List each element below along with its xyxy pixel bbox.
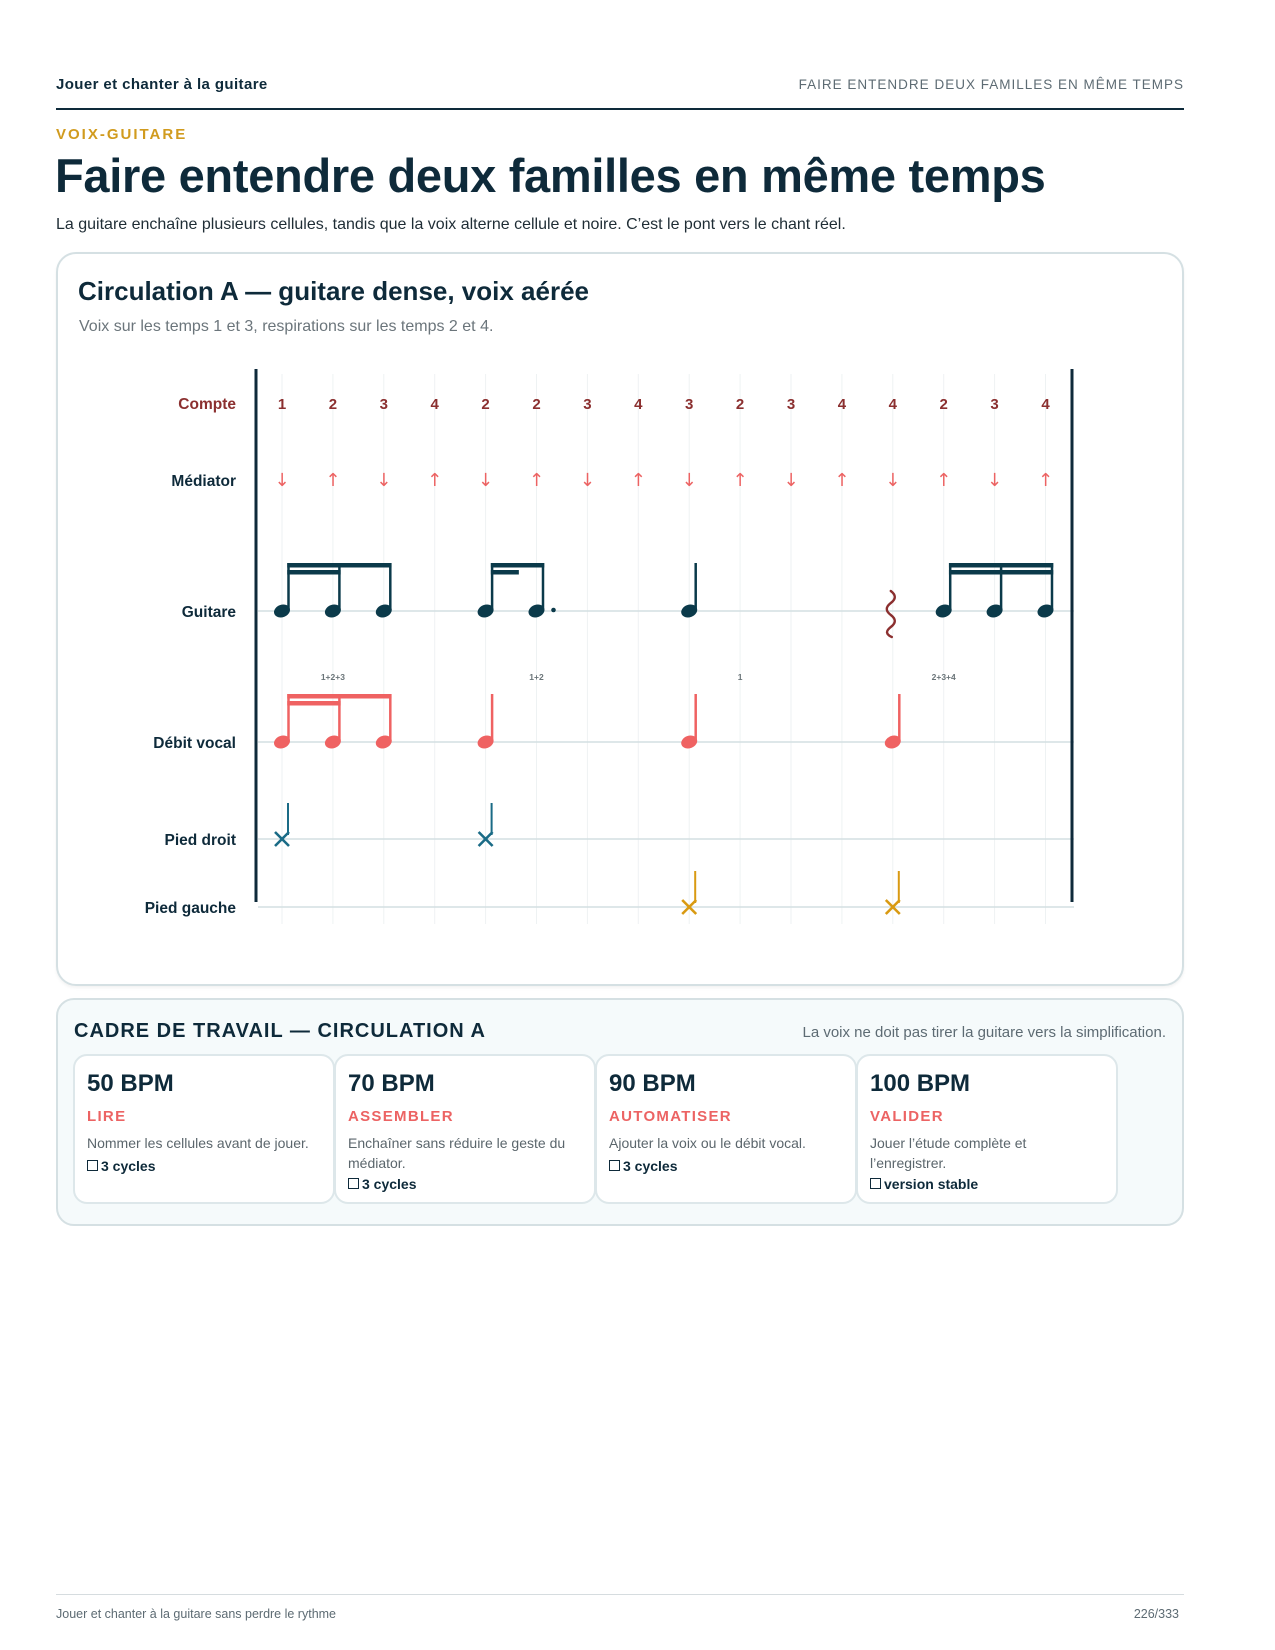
- step-bpm: 50 BPM: [87, 1070, 174, 1097]
- upstroke-arrow-icon: ↑: [325, 470, 341, 491]
- count-label: 2: [532, 396, 541, 413]
- count-label: 3: [990, 396, 999, 413]
- quarter-rest-icon: [887, 591, 895, 637]
- upstroke-arrow-icon: ↑: [630, 470, 646, 491]
- voice-group-label: 1+2+3: [320, 672, 345, 682]
- work-frame-note: La voix ne doit pas tirer la guitare vers la simplification.: [802, 1024, 1166, 1041]
- count-label: 3: [685, 396, 694, 413]
- downstroke-arrow-icon: ↓: [579, 470, 595, 491]
- footer-book-title: Jouer et chanter à la guitare sans perdre le rythme: [56, 1607, 337, 1621]
- count-label: 3: [583, 396, 592, 413]
- step-label: LIRE: [87, 1108, 127, 1125]
- downstroke-arrow-icon: ↓: [681, 470, 697, 491]
- note-beam: [949, 570, 1053, 575]
- count-label: 2: [939, 396, 948, 413]
- step-bpm: 100 BPM: [870, 1070, 971, 1097]
- upstroke-arrow-icon: ↑: [732, 470, 748, 491]
- note-beam: [287, 563, 391, 568]
- augmentation-dot: [551, 608, 556, 613]
- step-checkbox[interactable]: [609, 1158, 678, 1174]
- count-label: 4: [837, 396, 847, 413]
- step-bpm: 90 BPM: [609, 1070, 696, 1097]
- count-label: 2: [735, 396, 745, 413]
- checkbox-icon[interactable]: [609, 1160, 620, 1171]
- voice-group-label: 1+2: [529, 672, 544, 682]
- voice-group-label: 1: [737, 672, 743, 682]
- count-label: 2: [481, 396, 490, 413]
- row-labels: [145, 396, 237, 917]
- rhythm-score: [58, 254, 1182, 984]
- step-checkbox[interactable]: [348, 1176, 417, 1192]
- checkbox-icon[interactable]: [348, 1178, 359, 1189]
- tempo-step-100: [856, 1054, 1118, 1204]
- upstroke-arrow-icon: ↑: [1037, 470, 1054, 491]
- circulation-card: [56, 252, 1184, 986]
- step-checkbox[interactable]: [870, 1176, 978, 1192]
- step-description: Jouer l’étude complète et l’enregistrer.: [870, 1135, 1027, 1171]
- footer-rule: [56, 1594, 1184, 1595]
- lede-paragraph: La guitare enchaîne plusieurs cellules, tandis que la voix alterne cellule et noire. C’est le pont vers le chant réel.: [56, 216, 846, 233]
- count-label: 3: [786, 396, 796, 413]
- row-label-pied-droit: Pied droit: [164, 832, 236, 849]
- running-header: [56, 60, 1184, 110]
- row-label-compte: Compte: [178, 396, 236, 413]
- score-marks: [272, 396, 1055, 914]
- book-title: Jouer et chanter à la guitare: [56, 76, 268, 93]
- downstroke-arrow-icon: ↓: [478, 470, 494, 491]
- checkbox-icon[interactable]: [87, 1160, 98, 1171]
- score-grid: [256, 369, 1074, 924]
- count-label: 4: [888, 396, 897, 413]
- page-title: Faire entendre deux familles en même temps: [55, 149, 1046, 202]
- step-check-label: 3 cycles: [623, 1158, 678, 1174]
- tempo-step-50: [73, 1054, 335, 1204]
- step-description: Nommer les cellules avant de jouer.: [87, 1135, 309, 1151]
- row-label-debit-vocal: Débit vocal: [153, 735, 236, 752]
- count-label: 2: [328, 396, 338, 413]
- tempo-step-90: [595, 1054, 857, 1204]
- circulation-subtitle: Voix sur les temps 1 et 3, respirations sur les temps 2 et 4.: [79, 318, 494, 335]
- note-beam: [949, 563, 1053, 568]
- step-label: ASSEMBLER: [348, 1108, 454, 1125]
- upstroke-arrow-icon: ↑: [834, 470, 850, 491]
- downstroke-arrow-icon: ↓: [783, 470, 799, 491]
- step-bpm: 70 BPM: [348, 1070, 435, 1097]
- downstroke-arrow-icon: ↓: [274, 470, 290, 491]
- downstroke-arrow-icon: ↓: [376, 470, 392, 491]
- downstroke-arrow-icon: ↓: [885, 470, 901, 491]
- row-label-guitare: Guitare: [181, 604, 236, 621]
- step-label: VALIDER: [870, 1108, 944, 1125]
- upstroke-arrow-icon: ↑: [936, 470, 952, 491]
- circulation-title: Circulation A — guitare dense, voix aérée: [78, 276, 590, 306]
- note-beam-partial: [491, 570, 519, 575]
- count-label: 4: [430, 396, 439, 413]
- step-description: Ajouter la voix ou le débit vocal.: [609, 1135, 806, 1151]
- step-check-label: version stable: [884, 1176, 979, 1192]
- step-check-label: 3 cycles: [101, 1158, 156, 1174]
- checkbox-icon[interactable]: [870, 1178, 881, 1189]
- count-label: 4: [1041, 396, 1050, 413]
- work-frame-panel: [56, 998, 1184, 1226]
- voice-group-label: 2+3+4: [931, 672, 956, 682]
- row-label-mediator: Médiator: [171, 473, 236, 490]
- count-label: 3: [379, 396, 388, 413]
- note-beam: [287, 570, 340, 575]
- note-beam: [287, 694, 391, 699]
- downstroke-arrow-icon: ↓: [987, 470, 1003, 491]
- row-label-pied-gauche: Pied gauche: [144, 900, 236, 917]
- step-checkbox[interactable]: [87, 1158, 156, 1174]
- step-check-label: 3 cycles: [362, 1176, 417, 1192]
- page-number: 226/333: [1133, 1607, 1179, 1621]
- section-kicker: VOIX-GUITARE: [56, 126, 188, 143]
- work-frame-title: CADRE DE TRAVAIL — CIRCULATION A: [74, 1020, 486, 1042]
- count-label: 1: [277, 396, 287, 413]
- chapter-title: FAIRE ENTENDRE DEUX FAMILLES EN MÊME TEMPS: [798, 77, 1184, 92]
- note-beam: [287, 701, 340, 706]
- upstroke-arrow-icon: ↑: [528, 470, 545, 491]
- upstroke-arrow-icon: ↑: [427, 470, 443, 491]
- count-label: 4: [634, 396, 643, 413]
- step-description: Enchaîner sans réduire le geste du médiator.: [348, 1135, 566, 1171]
- note-beam: [491, 563, 544, 568]
- step-label: AUTOMATISER: [609, 1108, 732, 1125]
- tempo-step-70: [334, 1054, 596, 1204]
